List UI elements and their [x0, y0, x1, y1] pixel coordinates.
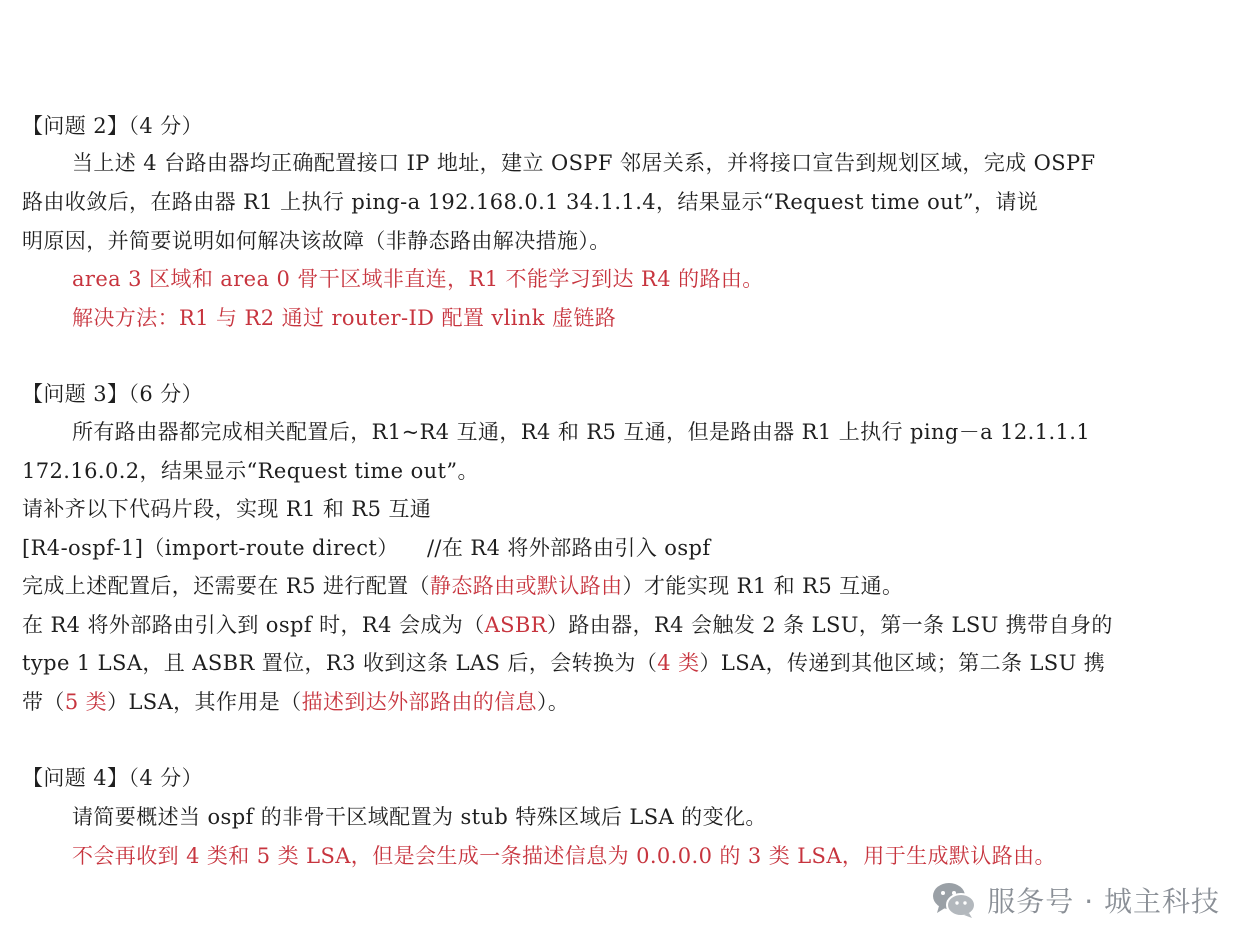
question-3-fill-line-3 [22, 648, 1105, 678]
fill-2-prefix: 在 R4 将外部路由引入到 ospf 时，R4 会成为（ [22, 613, 485, 637]
fill-4-answer-1: 5 类 [64, 690, 108, 714]
fill-2-answer: ASBR [484, 613, 547, 637]
question-3-heading: 【问题 3】（6 分） [22, 382, 203, 406]
question-3-fill-line-1 [22, 571, 903, 601]
fill-2-suffix: ）路由器，R4 会触发 2 条 LSU，第一条 LSU 携带自身的 [546, 613, 1113, 637]
question-3-fill-line-2 [22, 610, 1113, 640]
question-2-heading: 【问题 2】（4 分） [22, 114, 203, 138]
question-4-heading: 【问题 4】（4 分） [22, 766, 203, 790]
watermark-text: 服务号 · 城主科技 [987, 885, 1220, 918]
question-2-answer-line-2: 解决方法：R1 与 R2 通过 router-ID 配置 vlink 虚链路 [72, 306, 617, 330]
fill-4-middle: ）LSA，其作用是（ [107, 690, 302, 714]
question-2-body-line-2: 路由收敛后，在路由器 R1 上执行 ping-a 192.168.0.1 34.1.1.4，结果显示“Request time out”，请说 [22, 190, 1039, 214]
fill-4-suffix: ）。 [536, 690, 570, 714]
fill-4-prefix: 带（ [22, 690, 65, 714]
question-4-body-line-1: 请简要概述当 ospf 的非骨干区域配置为 stub 特殊区域后 LSA 的变化。 [72, 805, 767, 829]
question-3-body-line-1: 所有路由器都完成相关配置后，R1~R4 互通，R4 和 R5 互通，但是路由器 R1 上执行 ping－a 12.1.1.1 [72, 420, 1091, 444]
question-3-body-line-3: 请补齐以下代码片段，实现 R1 和 R5 互通 [22, 497, 432, 521]
fill-1-answer: 静态路由或默认路由 [429, 574, 623, 598]
fill-1-suffix: ）才能实现 R1 和 R5 互通。 [622, 574, 904, 598]
question-2-body-line-1: 当上述 4 台路由器均正确配置接口 IP 地址，建立 OSPF 邻居关系，并将接口宣告到规划区域，完成 OSPF [72, 151, 1096, 175]
watermark [931, 880, 1220, 920]
question-3-code-line: [R4-ospf-1]（import-route direct） //在 R4 将外部路由引入 ospf [22, 536, 711, 560]
fill-3-answer: 4 类 [657, 651, 700, 675]
fill-3-suffix: ）LSA，传递到其他区域；第二条 LSU 携 [699, 651, 1106, 675]
question-2-answer-line-1: area 3 区域和 area 0 骨干区域非直连，R1 不能学习到达 R4 的路由。 [72, 267, 764, 291]
fill-1-prefix: 完成上述配置后，还需要在 R5 进行配置（ [22, 574, 430, 598]
fill-3-prefix: type 1 LSA，且 ASBR 置位，R3 收到这条 LAS 后，会转换为（ [22, 651, 658, 675]
question-2-body-line-3: 明原因，并简要说明如何解决该故障（非静态路由解决措施）。 [22, 229, 611, 253]
question-3-body-line-2: 172.16.0.2，结果显示“Request time out”。 [22, 459, 479, 483]
question-4-answer-line-1: 不会再收到 4 类和 5 类 LSA，但是会生成一条描述信息为 0.0.0.0 的 3 类 LSA，用于生成默认路由。 [72, 844, 1056, 868]
fill-4-answer-2: 描述到达外部路由的信息 [301, 690, 537, 714]
wechat-icon [931, 880, 977, 920]
question-3-fill-line-4 [22, 687, 569, 717]
